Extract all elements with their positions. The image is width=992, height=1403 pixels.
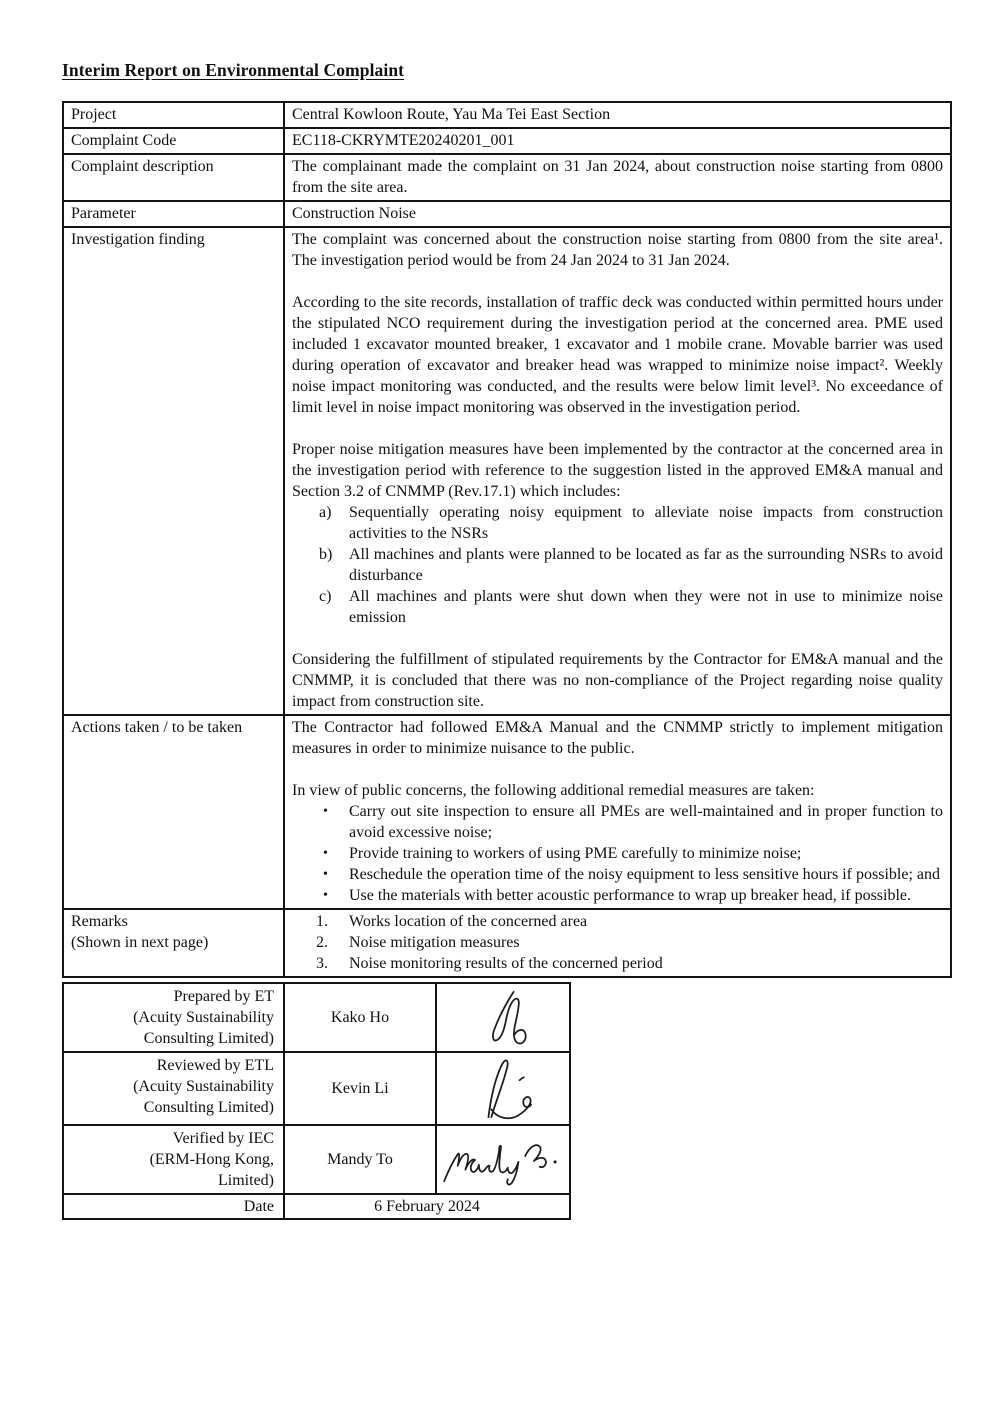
parameter-row: [63, 201, 951, 227]
list-item-text: All machines and plants were planned to be located as far as the surrounding NSRs to avoid disturbance: [349, 546, 943, 584]
project-row: [63, 102, 951, 128]
reviewed-by-name: Kevin Li: [284, 1052, 436, 1125]
role-line: Reviewed by ETL: [156, 1057, 274, 1074]
complaint-report-table: [62, 101, 952, 978]
verified-by-row: [63, 1125, 570, 1194]
investigation-finding-value: [284, 227, 951, 715]
role-line: Consulting Limited): [143, 1099, 274, 1116]
remarks-list: [316, 911, 943, 974]
list-item-text: Sequentially operating noisy equipment to alleviate noise impacts from construction activities to the NSRs: [349, 504, 943, 542]
complaint-description-row: [63, 154, 951, 201]
number-marker: 1.: [316, 913, 328, 930]
actions-taken-label: Actions taken / to be taken: [63, 715, 284, 909]
remarks-label-line2: (Shown in next page): [71, 934, 209, 951]
date-label: Date: [63, 1194, 284, 1219]
list-item-text: Noise mitigation measures: [349, 934, 520, 951]
actions-taken-row: [63, 715, 951, 909]
complaint-description-text: The complainant made the complaint on 31 Jan 2024, about construction noise starting from 0800 from the site area.: [292, 158, 943, 196]
list-item-text: All machines and plants were shut down when they were not in use to minimize noise emission: [349, 588, 943, 626]
list-item: [323, 864, 943, 885]
investigation-paragraph-1: The complaint was concerned about the construction noise starting from 0800 from the site area¹. The investigation period would be from 24 Jan 2024 to 31 Jan 2024.: [292, 231, 943, 269]
reviewed-by-signature-cell: [436, 1052, 570, 1125]
list-item: [316, 911, 943, 932]
remarks-row: [63, 909, 951, 977]
role-line: Prepared by ET: [173, 988, 274, 1005]
page-title: Interim Report on Environmental Complaint: [62, 60, 405, 80]
signoff-table: [62, 982, 571, 1220]
list-item-text: Noise monitoring results of the concerned period: [349, 955, 663, 972]
parameter-label: Parameter: [63, 201, 284, 227]
list-item: [319, 544, 943, 586]
remedial-measures-list: [323, 801, 943, 906]
mitigation-measures-list: [319, 502, 943, 628]
list-item-marker: c): [319, 588, 332, 605]
list-item: [319, 586, 943, 628]
bullet-marker: •: [323, 846, 328, 861]
remarks-label: [63, 909, 284, 977]
reviewed-by-row: [63, 1052, 570, 1125]
parameter-value: Construction Noise: [284, 201, 951, 227]
prepared-by-row: [63, 983, 570, 1052]
actions-paragraph-1: The Contractor had followed EM&A Manual and the CNMMP strictly to implement mitigation measures in order to minimize nuisance to the public.: [292, 719, 943, 757]
list-item: [319, 502, 943, 544]
project-value: Central Kowloon Route, Yau Ma Tei East Section: [284, 102, 951, 128]
date-value: 6 February 2024: [284, 1194, 570, 1219]
list-item: [323, 843, 943, 864]
investigation-paragraph-4: Considering the fulfillment of stipulated requirements by the Contractor for EM&A manual and the CNMMP, it is concluded that there was no non-compliance of the Project regarding noise quality impact from construction site.: [292, 651, 943, 710]
role-line: Limited): [218, 1172, 274, 1189]
role-line: Consulting Limited): [143, 1030, 274, 1047]
role-line: (Acuity Sustainability: [133, 1078, 274, 1095]
bullet-marker: •: [323, 867, 328, 882]
list-item: [316, 932, 943, 953]
kevin-li-signature: [457, 1055, 549, 1123]
kako-ho-signature: [473, 987, 533, 1049]
role-line: (ERM-Hong Kong,: [149, 1151, 274, 1168]
investigation-paragraph-3: Proper noise mitigation measures have been implemented by the contractor at the concerned area in the investigation period with reference to the suggestion listed in the approved EM&A manual and Section 3.2 of CNMMP (Rev.17.1) which includes:: [292, 441, 943, 500]
prepared-by-name: Kako Ho: [284, 983, 436, 1052]
complaint-description-value: [284, 154, 951, 201]
complaint-description-label: Complaint description: [63, 154, 284, 201]
remarks-value: [284, 909, 951, 977]
number-marker: 3.: [316, 955, 328, 972]
list-item: [323, 885, 943, 906]
investigation-finding-row: [63, 227, 951, 715]
investigation-finding-label: Investigation finding: [63, 227, 284, 715]
list-item-marker: b): [319, 546, 333, 563]
bullet-marker: •: [323, 888, 328, 903]
list-item-marker: a): [319, 504, 332, 521]
reviewed-by-role: [63, 1052, 284, 1125]
list-item-text: Carry out site inspection to ensure all PMEs are well-maintained and in proper function to avoid excessive noise;: [349, 803, 943, 841]
verified-by-role: [63, 1125, 284, 1194]
verified-by-name: Mandy To: [284, 1125, 436, 1194]
actions-taken-value: [284, 715, 951, 909]
list-item: [323, 801, 943, 843]
list-item-text: Works location of the concerned area: [349, 913, 588, 930]
list-item: [316, 953, 943, 974]
number-marker: 2.: [316, 934, 328, 951]
prepared-by-role: [63, 983, 284, 1052]
list-item-text: Use the materials with better acoustic performance to wrap up breaker head, if possible.: [349, 887, 912, 904]
project-label: Project: [63, 102, 284, 128]
list-item-text: Provide training to workers of using PME carefully to minimize noise;: [349, 845, 802, 862]
list-item-text: Reschedule the operation time of the noisy equipment to less sensitive hours if possible; and: [349, 866, 940, 883]
role-line: Verified by IEC: [172, 1130, 274, 1147]
actions-paragraph-2: In view of public concerns, the following additional remedial measures are taken:: [292, 782, 815, 799]
complaint-code-value: EC118-CKRYMTE20240201_001: [284, 128, 951, 154]
role-line: (Acuity Sustainability: [133, 1009, 274, 1026]
investigation-paragraph-2: According to the site records, installation of traffic deck was conducted within permitted hours under the stipulated NCO requirement during the investigation period at the concerned area. PME used included 1 excavator mounted breaker, 1 excavator and 1 mobile crane. Movable barrier was used during operation of excavator and breaker head was wrapped to minimize noise impact². Weekly noise impact monitoring was conducted, and the results were below limit level³. No exceedance of limit level in noise impact monitoring was observed in the investigation period.: [292, 294, 943, 416]
complaint-code-label: Complaint Code: [63, 128, 284, 154]
date-row: [63, 1194, 570, 1219]
verified-by-signature-cell: [436, 1125, 570, 1194]
remarks-label-line1: Remarks: [71, 913, 128, 930]
mandy-to-signature: [439, 1133, 567, 1187]
prepared-by-signature-cell: [436, 983, 570, 1052]
bullet-marker: •: [323, 804, 328, 819]
complaint-code-row: [63, 128, 951, 154]
